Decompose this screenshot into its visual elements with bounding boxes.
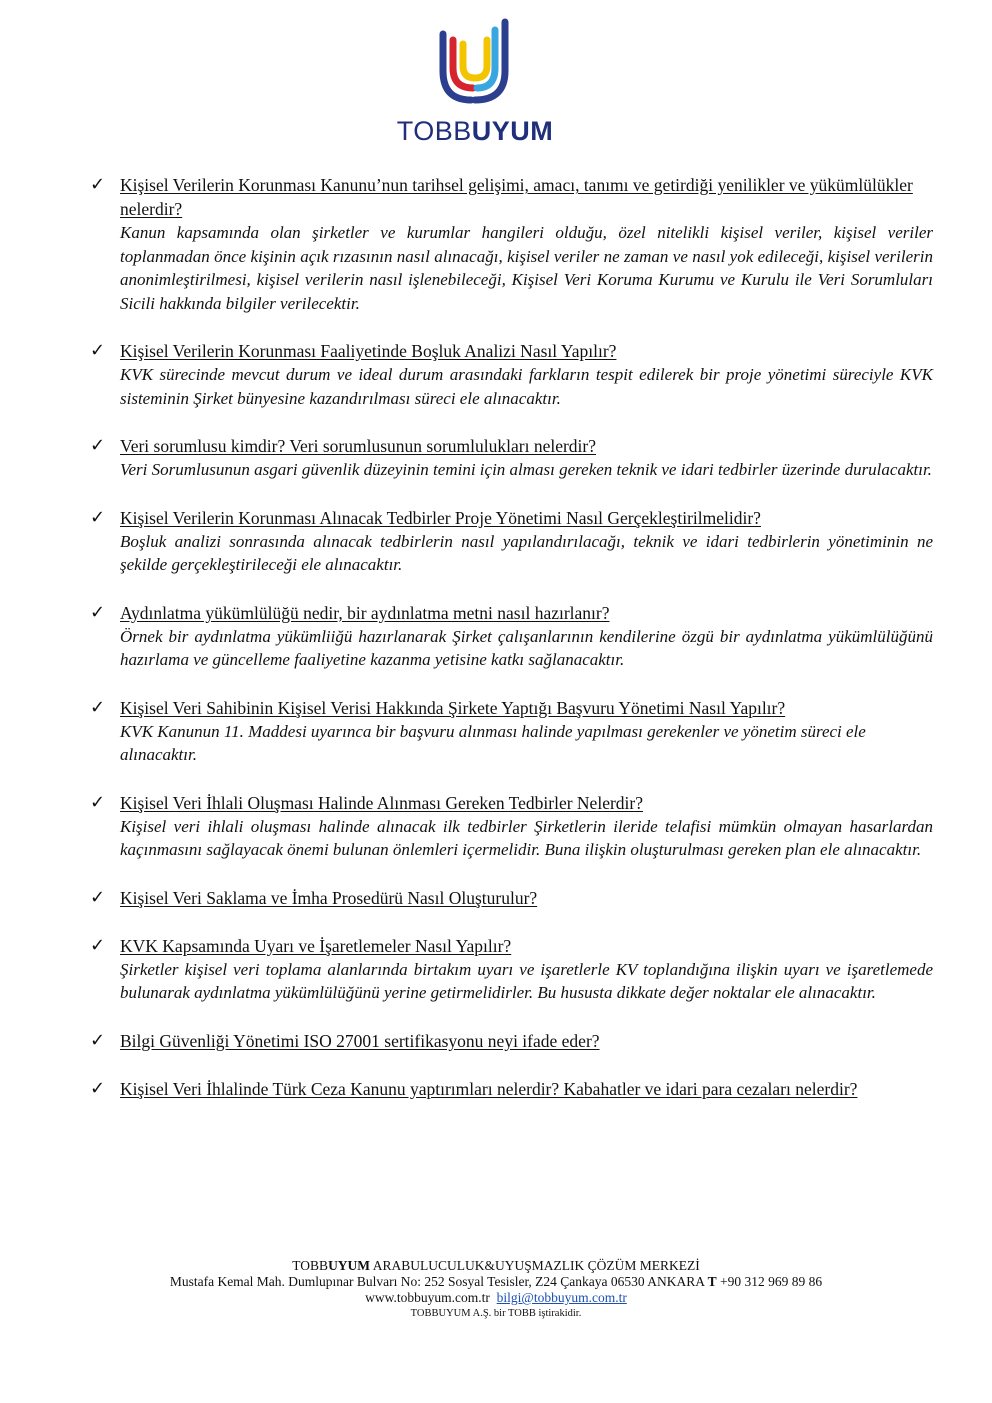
checkmark-icon: ✓	[90, 696, 106, 718]
item-question: Aydınlatma yükümlülüğü nedir, bir aydınlatma metni nasıl hazırlanır?	[120, 602, 610, 623]
item-question: KVK Kapsamında Uyarı ve İşaretlemeler Nasıl Yapılır?	[120, 935, 512, 956]
checkmark-icon: ✓	[90, 1029, 106, 1051]
checkmark-icon: ✓	[90, 934, 106, 956]
list-item	[90, 173, 933, 315]
checkmark-icon: ✓	[90, 791, 106, 813]
logo-text-uyum: UYUM	[471, 116, 554, 146]
list-item	[90, 506, 933, 577]
item-answer: KVK Kanunun 11. Maddesi uyarınca bir başvuru alınması halinde yapılması gerekenler ve yönetim süreci ele alınacaktır.	[120, 721, 866, 764]
item-question: Kişisel Veri Sahibinin Kişisel Verisi Hakkında Şirkete Yaptığı Başvuru Yönetimi Nasıl Yapılır?	[120, 697, 786, 718]
list-item	[90, 1029, 933, 1053]
list-item	[90, 1077, 933, 1101]
checkmark-icon: ✓	[90, 174, 106, 195]
item-question: Kişisel Veri İhlali Oluşması Halinde Alınması Gereken Tedbirler Nelerdir?	[120, 792, 643, 813]
checkmark-icon: ✓	[90, 886, 106, 908]
list-item	[90, 934, 933, 1005]
footer-address: Mustafa Kemal Mah. Dumlupınar Bulvarı No: 252 Sosyal Tesisler, Z24 Çankaya 06530 ANKARA	[169, 1274, 705, 1289]
footer-note: TOBBUYUM A.Ş. bir TOBB iştirakidir.	[410, 1308, 582, 1319]
footer-phone: +90 312 969 89 86	[720, 1274, 823, 1289]
checkmark-icon: ✓	[90, 601, 106, 623]
item-answer: Boşluk analizi sonrasında alınacak tedbirlerin nasıl yapılandırılacağı, teknik ve idari tedbirlerin yönetiminin ne şekilde gerçekleştirileceği ele alınacaktır.	[120, 531, 933, 574]
checkmark-icon: ✓	[90, 340, 106, 361]
footer-address-line	[0, 1274, 992, 1290]
item-question: Veri sorumlusu kimdir? Veri sorumlusunun sorumlulukları nelerdir?	[120, 436, 596, 456]
footer-org-line	[0, 1258, 992, 1274]
logo-mark-icon	[435, 16, 515, 108]
item-answer: Kanun kapsamında olan şirketler ve kurumlar hangileri olduğu, özel nitelikli kişisel veriler, kişisel veriler toplanmadan önce kişinin açık rızasının nasıl alınacağı, kişisel veriler ne zaman ve nasıl yok edileceği, kişisel verilerin anonimleştirilmesi, kişisel verilerin nasıl işlenebileceği, Kişisel Veri Koruma Kurumu ve Kurulu ile Veri Sorumluları Sicili hakkında bilgiler verilecektir.	[120, 223, 933, 313]
item-question: Kişisel Veri Saklama ve İmha Prosedürü Nasıl Oluşturulur?	[120, 887, 538, 908]
list-item	[90, 339, 933, 410]
item-answer: Örnek bir aydınlatma yükümliiğü hazırlanarak Şirket çalışanlarının kendilerine özgü bir aydınlatma yükümlülüğünü hazırlama ve güncelleme faaliyetine kazanma yetisine katkı sağlanacaktır.	[120, 626, 933, 669]
footer-org-prefix: TOBB	[292, 1258, 329, 1273]
checkmark-icon: ✓	[90, 435, 106, 456]
item-question: Kişisel Verilerin Korunması Kanunu’nun tarihsel gelişimi, amacı, tanımı ve getirdiği yenilikler ve yükümlülükler nelerdir?	[120, 175, 913, 219]
logo-text-tobb: TOBB	[396, 116, 472, 146]
footer-org-bold: UYUM	[328, 1258, 371, 1273]
item-answer: KVK sürecinde mevcut durum ve ideal durum arasındaki farkların tespit edilerek bir proje yönetimi süreciyle KVK sisteminin Şirket bünyesine kazandırılması süreci ele alınacaktır.	[120, 365, 933, 408]
item-answer: Veri Sorumlusunun asgari güvenlik düzeyinin temini için alması gereken teknik ve idari tedbirler üzerinde durulacaktır.	[120, 460, 932, 479]
page-footer	[0, 1258, 992, 1322]
item-answer: Kişisel veri ihlali oluşması halinde alınacak ilk tedbirler Şirketlerin ileride telafisi mümkün olmayan hasarlardan kaçınmasını sağlayacak önemi bulunan önlemleri içermelidir. Buna ilişkin oluşturulması gereken plan ele alınacaktır.	[120, 816, 933, 859]
list-item	[90, 696, 933, 767]
item-question: Bilgi Güvenliği Yönetimi ISO 27001 sertifikasyonu neyi ifade eder?	[120, 1030, 600, 1051]
item-answer: Şirketler kişisel veri toplama alanlarında birtakım uyarı ve işaretlerle KV toplandığına ilişkin uyarı ve işaretlemede bulunarak aydınlatma yükümlülüğünü yerine getirmelidirler. Bu hususta dikkate değer noktalar ele alınacaktır.	[120, 959, 933, 1002]
tobbuyum-logo	[395, 16, 555, 146]
item-question: Kişisel Verilerin Korunması Faaliyetinde Boşluk Analizi Nasıl Yapılır?	[120, 341, 617, 361]
list-item	[90, 434, 933, 482]
item-question: Kişisel Verilerin Korunması Alınacak Tedbirler Proje Yönetimi Nasıl Gerçekleştirilmelidir?	[120, 507, 761, 528]
checkmark-icon: ✓	[90, 506, 106, 528]
footer-phone-label: T	[707, 1274, 717, 1289]
list-item	[90, 601, 933, 672]
footer-contact-line	[0, 1290, 992, 1306]
footer-org-rest: ARABULUCULUK&UYUŞMAZLIK ÇÖZÜM MERKEZİ	[370, 1258, 700, 1273]
footer-email-link[interactable]: bilgi@tobbuyum.com.tr	[496, 1290, 627, 1305]
checkmark-icon: ✓	[90, 1077, 106, 1099]
list-item	[90, 886, 933, 910]
faq-list	[90, 173, 933, 1101]
logo-wordmark	[395, 116, 555, 147]
footer-website[interactable]: www.tobbuyum.com.tr	[365, 1290, 490, 1305]
list-item	[90, 791, 933, 862]
item-question: Kişisel Veri İhlalinde Türk Ceza Kanunu yaptırımları nelerdir? Kabahatler ve idari para cezaları nelerdir?	[120, 1078, 858, 1099]
